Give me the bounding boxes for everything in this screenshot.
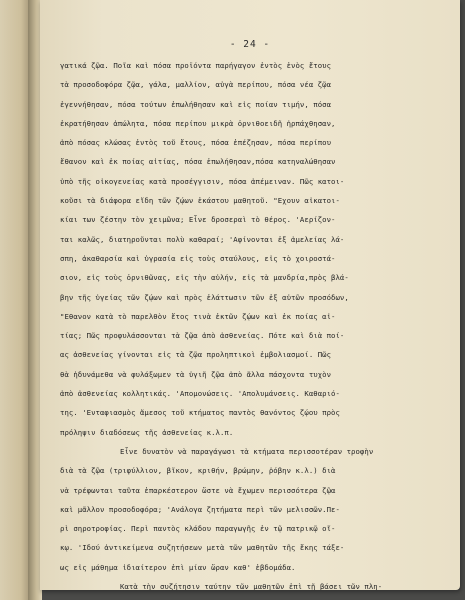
text-line: ἐγεννήθησαν, πόσα τούτων ἐπωλήθησαν καὶ εἰς ποίαν τιμήν, πόσα [60, 99, 332, 109]
text-line: σιον, εἰς τοὺς ὀρνιθῶνας, εἰς τὴν αὐλήν, εἰς τὰ μανδρία,πρὸς βλά- [60, 273, 349, 283]
text-line: ως εἰς μάθημα ἰδιαίτερον ἐπὶ μίαν ὥραν καθ' ἑβδομάδα. [60, 562, 296, 572]
page-number: - 24 - [229, 39, 271, 50]
text-line: ἔθανον καὶ ἐκ ποίας αἰτίας, πόσα ἐπωλήθησαν,πόσα κατηναλώθησαν [60, 157, 336, 167]
text-line: ται καλῶς, διατηροῦνται πολὺ καθαραί; 'Αφίνονται ἐξ ἀμελείας λά- [60, 234, 345, 244]
text-line: τίας; Πῶς προφυλάσσονται τὰ ζῷα ἀπὸ ἀσθενείας. Πότε καὶ διὰ ποί- [60, 331, 345, 341]
text-line: ἀπὸ ἀσθενείας κολλητικάς. 'Απομονώσεις. 'Απολυμάνσεις. Καθαριό- [60, 389, 340, 399]
text-line: ἀπὸ πόσας κλώσας ἐντὸς τοῦ ἔτους, πόσα ἐπέζησαν, πόσα περίπου [60, 138, 332, 148]
text-line: "Εθανον κατὰ τὸ παρελθὸν ἔτος τινὰ ἐκτῶν ζῴων καὶ ἐκ ποίας αἰ- [60, 311, 336, 321]
text-line: κίαι των ζέστην τὸν χειμῶνα; Εἶνε δροσεραὶ τὸ θέρος. 'Αερίζον- [60, 215, 336, 225]
text-line: καὶ μᾶλλον προσοδοφόρα; 'Ανάλογα ζητήματα περὶ τῶν μελισσῶν.Πε- [60, 504, 340, 514]
text-line: τὰ προσοδοφόρα ζῷα, γάλα, μαλλίον, αὐγὰ περίπου, πόσα νέα ζῷα [60, 80, 332, 90]
text-line: νὰ τρέφωνται ταῦτα ἐπαρκέστερον ὥστε νὰ ἔχωμεν περισσότερα ζῷα [60, 485, 336, 495]
text-line: σπη, ἀκαθαρσία καὶ ὑγρασία εἰς τοὺς σταύλους, εἰς τὸ χοιροστά- [60, 253, 336, 263]
text-line: διὰ τὰ ζῷα (τριφύλλιον, βῖκον, κριθήν, βρώμην, ῥόβην κ.λ.) διὰ [60, 466, 336, 476]
text-line: κοῦσι τὰ διάφορα εἴδη τῶν ζῴων ἑκάστου μαθητοῦ. "Εχουν αἰκατοι- [60, 196, 340, 206]
previous-page-edge [0, 0, 30, 600]
text-line: κῳ. 'Ιδού ἀντικείμενα συζητήσεων μετὰ τῶν μαθητῶν τῆς ἕκης τάξε- [60, 543, 345, 553]
text-line: της. 'Ενταφιασμὸς ἄμεσος τοῦ κτήματος παντὸς θανόντος ζῴου πρὸς [60, 408, 340, 418]
text-line: ὑπὸ τῆς οἰκογενείας κατὰ προσέγγισιν, πόσα ἀπέμειναν. Πῶς κατοι- [60, 176, 345, 186]
document-page [40, 0, 460, 590]
text-line: Εἶνε δυνατὸν νὰ παραγάγωσι τὰ κτήματα περισσοτέραν τροφὴν [120, 446, 374, 456]
text-line: ας ἀσθενείας γίνονται εἰς τὰ ζῷα προληπτικοὶ ἐμβολιασμοί. Πῶς [60, 350, 332, 360]
text-line: Κατὰ τὴν συζήτησιν ταύτην τῶν μαθητῶν ἐπὶ τῇ βάσει τῶν πλη- [120, 582, 383, 590]
text-line: γατικά ζῷα. Ποῖα καὶ πόσα προϊόντα παρήγαγον ἐντὸς ἑνὸς ἔτους [60, 61, 332, 70]
text-line: θὰ ἠδυνάμεθα νὰ φυλάξωμεν τὰ ὑγιῆ ζῷα ἀπὸ ἄλλα πάσχοντα τυχὸν [60, 369, 332, 379]
text-line: ρὶ σηροτροφίας. Περὶ παντὸς κλάδου παραγωγῆς ἐν τῷ πατρικῷ οἴ- [60, 524, 336, 534]
typewritten-text-body [60, 56, 452, 590]
text-line: ἐκρατήθησαν ἀπώλητα, πόσα περίπου μικρὰ ὀρνιθοειδῆ ἠρπάχθησαν, [60, 118, 336, 128]
text-line: πρόληψιν διαδόσεως τῆς ἀσθενείας κ.λ.π. [60, 427, 234, 437]
text-line: βην τῆς ὑγείας τῶν ζῴων καὶ πρὸς ἐλάττωσιν τῶν ἐξ αὐτῶν προσόδων, [60, 292, 349, 302]
